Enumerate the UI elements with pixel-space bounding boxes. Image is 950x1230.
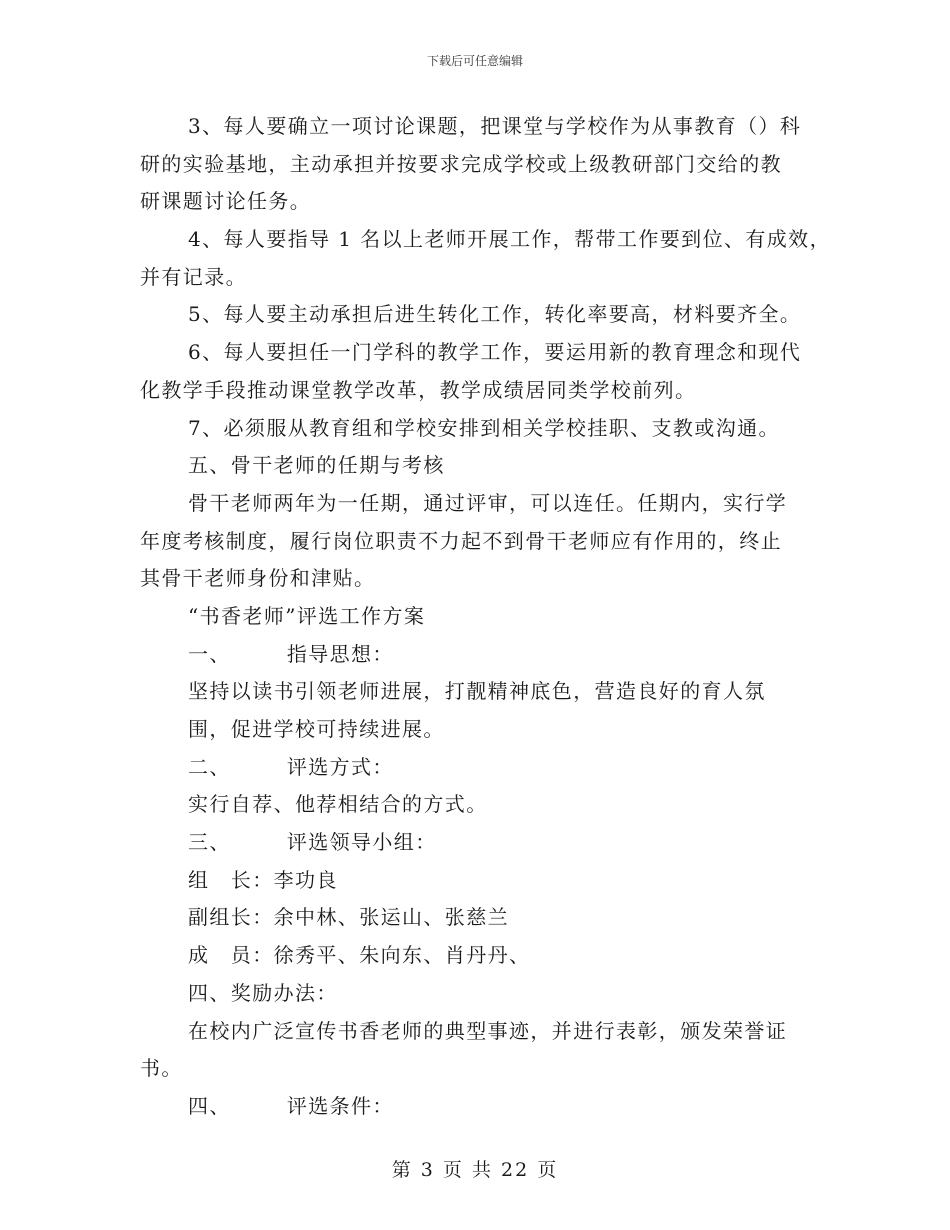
section-number: 一、	[188, 641, 231, 666]
page-footer: 第 3 页 共 22 页	[391, 1159, 559, 1181]
section-number: 三、	[188, 830, 231, 855]
section-heading: 四、奖励办法：	[188, 980, 338, 1005]
text-line: 3、每人要确立一项讨论课题，把课堂与学校作为从事教育（）科	[188, 114, 802, 138]
text-line: 年度考核制度，履行岗位职责不力起不到骨干老师应有作用的，终止	[140, 528, 782, 553]
text-line: 副组长：余中林、张运山、张慈兰	[188, 905, 509, 930]
text-line: 5、每人要主动承担后进生转化工作，转化率要高，材料要齐全。	[188, 302, 802, 327]
text-line: 成 员：徐秀平、朱向东、肖丹丹、	[188, 943, 531, 968]
section-heading	[140, 1088, 820, 1126]
text-line: 研课题讨论任务。	[140, 189, 312, 214]
text-line: 化教学手段推动课堂教学改革，教学成绩居同类学校前列。	[140, 377, 697, 402]
section-title: 指导思想：	[286, 641, 394, 666]
text-line: 并有记录。	[140, 264, 247, 289]
text-line: 6、每人要担任一门学科的教学工作，要运用新的教育理念和现代	[188, 340, 802, 365]
text-line: 组 长：李功良	[188, 867, 338, 892]
text-line: 其骨干老师身份和津贴。	[140, 566, 376, 591]
section-heading	[140, 824, 820, 862]
text-line: 坚持以读书引领老师进展，打靓精神底色，营造良好的育人氛	[188, 679, 766, 704]
text-line: 骨干老师两年为一任期，通过评审，可以连任。任期内，实行学	[188, 490, 788, 515]
text-line: 4、每人要指导 1 名以上老师开展工作，帮带工作要到位、有成效，	[188, 227, 831, 252]
text-line: 实行自荐、他荐相结合的方式。	[188, 792, 488, 817]
text-line: 书。	[140, 1056, 183, 1081]
section-heading: 五、骨干老师的任期与考核	[188, 453, 445, 478]
page-header: 下载后可任意编辑	[426, 54, 523, 68]
section-number: 四、	[188, 1093, 231, 1118]
section-title: 评选领导小组：	[286, 830, 437, 855]
plan-title: “书香老师”评选工作方案	[188, 603, 426, 628]
text-line: 研的实验基地，主动承担并按要求完成学校或上级教研部门交给的教	[140, 151, 782, 176]
section-heading	[140, 749, 820, 787]
section-heading	[140, 636, 820, 674]
section-title: 评选方式：	[286, 754, 394, 779]
document-body	[140, 108, 831, 1126]
section-title: 评选条件：	[286, 1093, 394, 1118]
section-number: 二、	[188, 754, 231, 779]
text-line: 7、必须服从教育组和学校安排到相关学校挂职、支教或沟通。	[188, 415, 780, 440]
text-line: 在校内广泛宣传书香老师的典型事迹，并进行表彰，颁发荣誉证	[188, 1018, 788, 1043]
text-line: 围，促进学校可持续进展。	[188, 717, 445, 741]
